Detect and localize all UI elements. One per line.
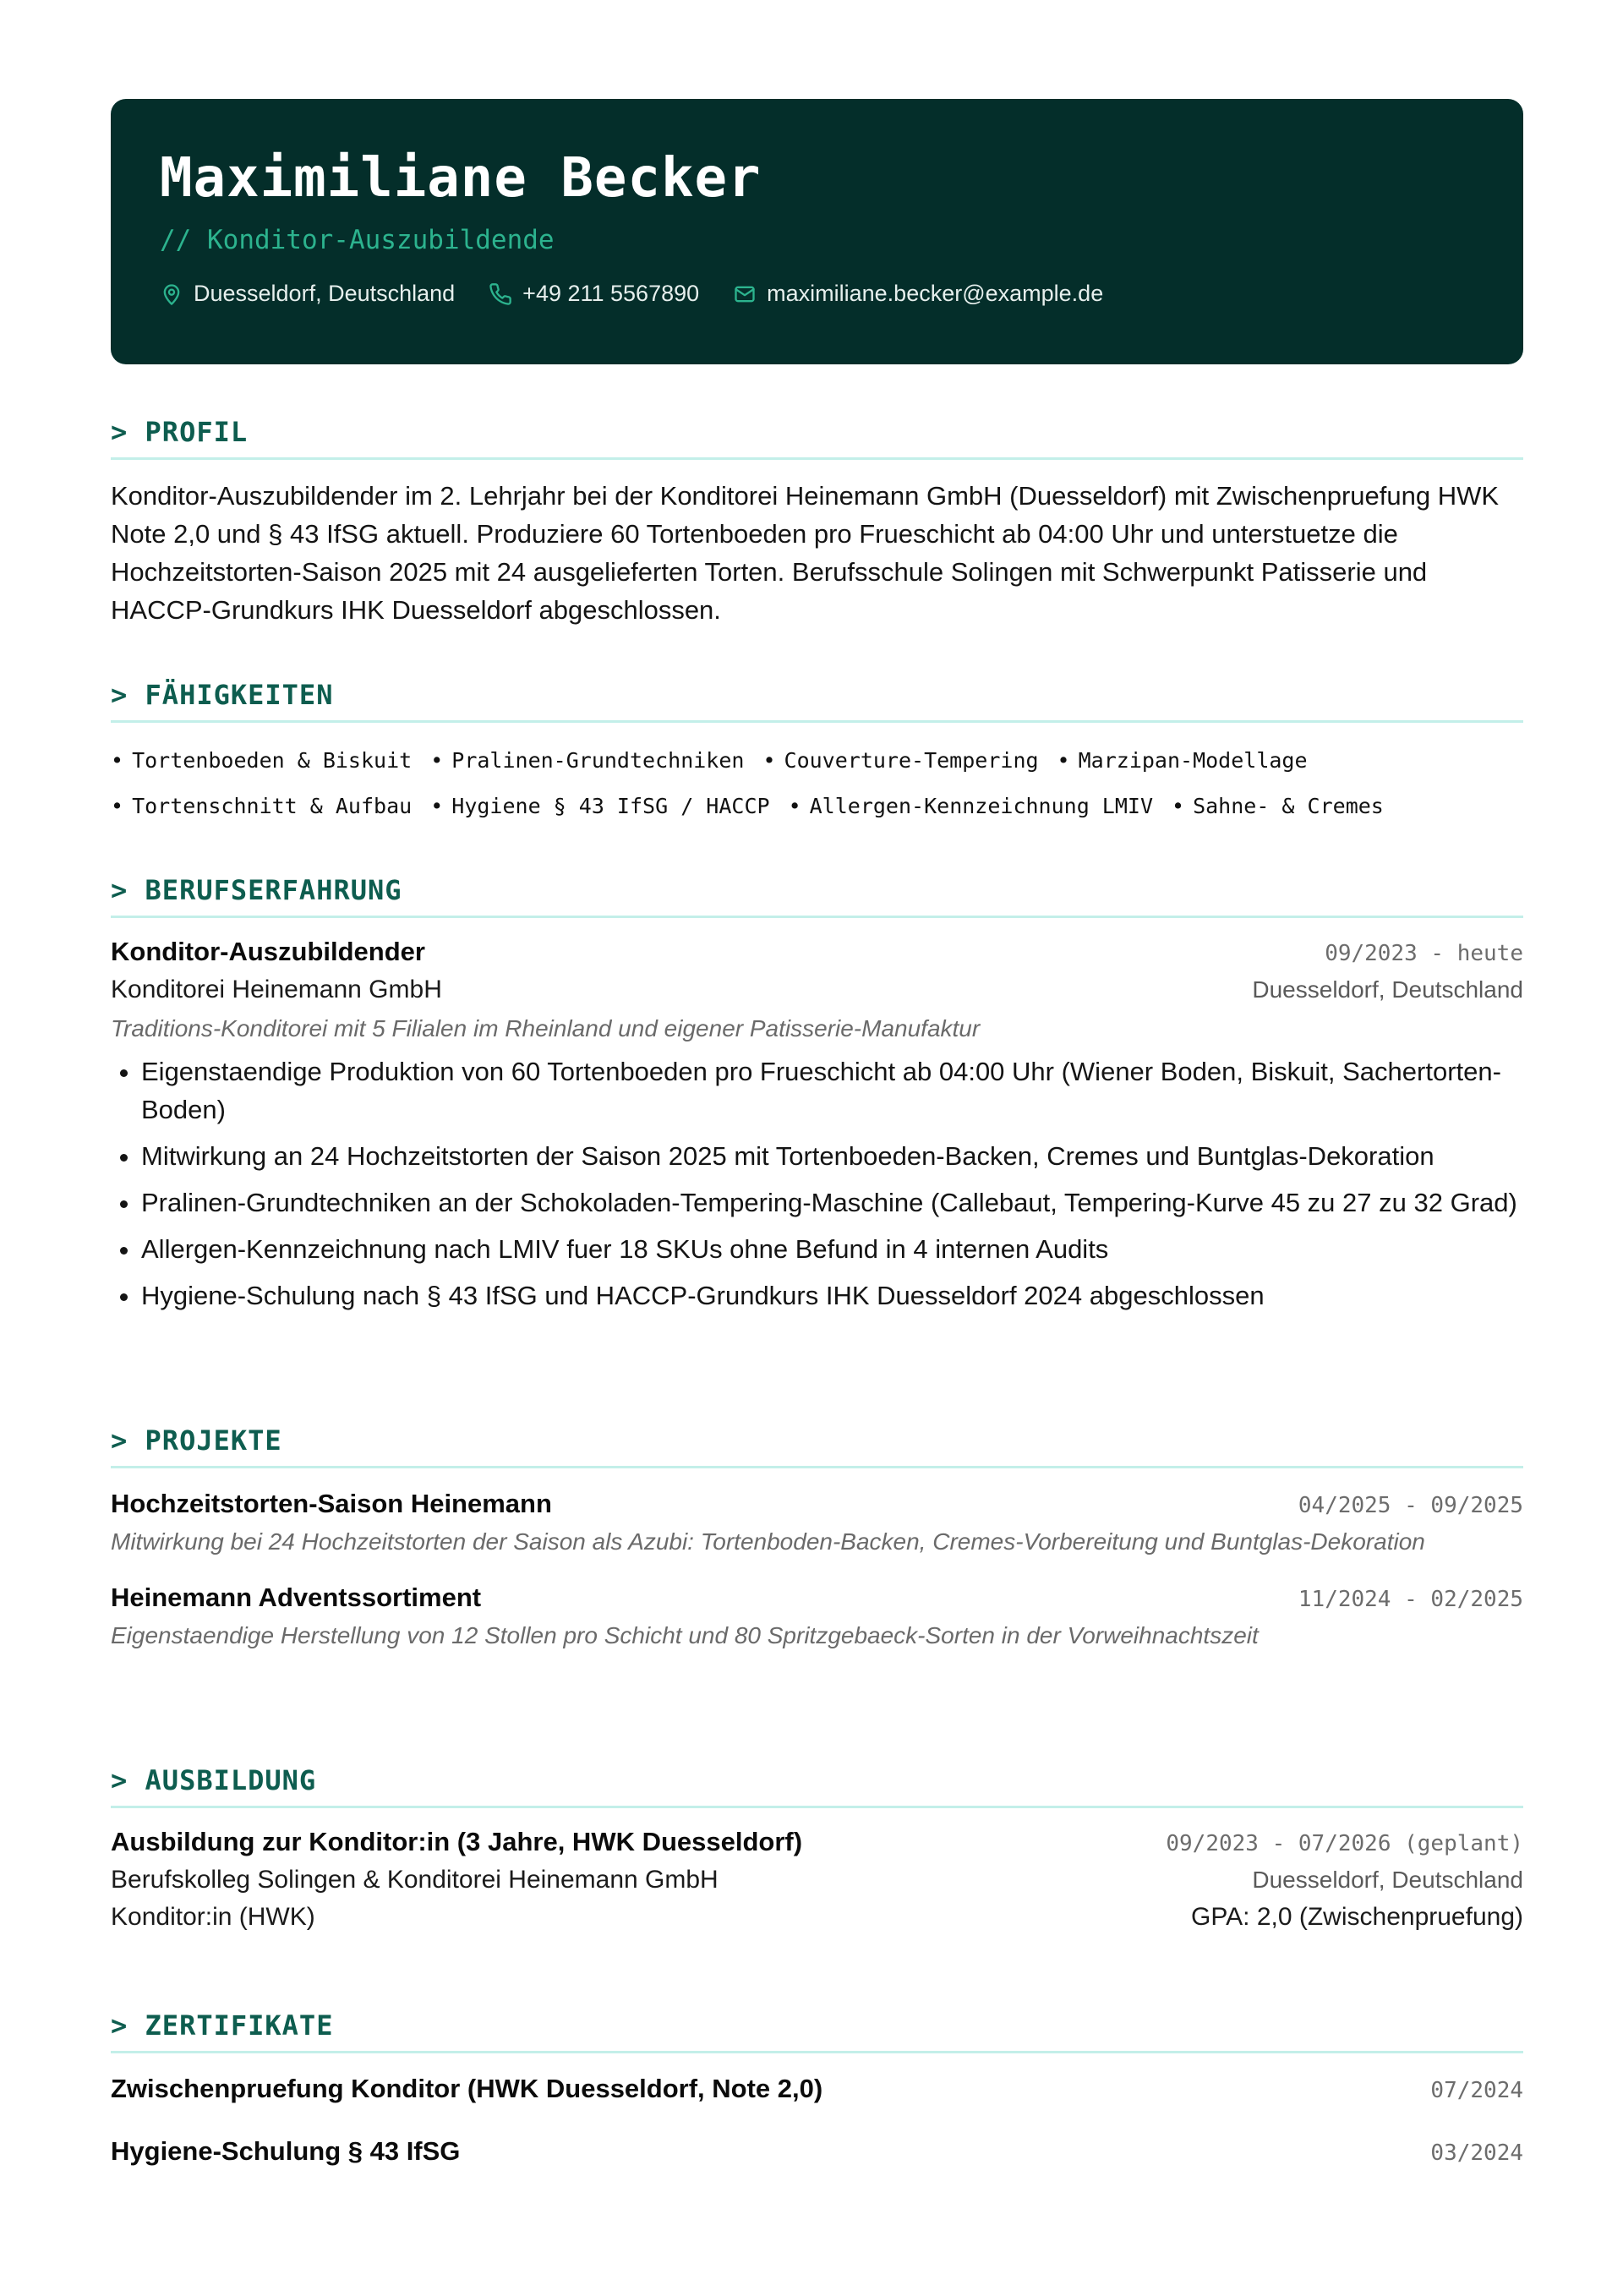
- certificate-date: 07/2024: [1430, 2078, 1523, 2103]
- certificate-name: Hygiene-Schulung § 43 IfSG: [111, 2136, 461, 2166]
- list-item: • Allergen-Kennzeichnung nach LMIV fuer 18 SKUs ohne Befund in 4 internen Audits: [141, 1230, 1523, 1268]
- skill-item: • Tortenschnitt & Aufbau: [111, 784, 412, 829]
- education-gpa: GPA: 2,0 (Zwischenpruefung): [1191, 1903, 1523, 1931]
- certificate-name: Zwischenpruefung Konditor (HWK Duesseldorf, Note 2,0): [111, 2074, 823, 2103]
- project-description: Mitwirkung bei 24 Hochzeitstorten der Saison als Azubi: Tortenboden-Backen, Cremes-Vorbereitung und Buntglas-Dekoration: [111, 1528, 1425, 1555]
- skills-heading: > FÄHIGKEITEN: [111, 681, 1523, 723]
- projects-section: [111, 1424, 1523, 1654]
- project-description: Eigenstaendige Herstellung von 12 Stollen pro Schicht und 80 Spritzgebaeck-Sorten in der Vorweihnachtszeit: [111, 1622, 1259, 1648]
- list-item: • Mitwirkung an 24 Hochzeitstorten der Saison 2025 mit Tortenboeden-Backen, Cremes und Buntglas-Dekoration: [141, 1137, 1523, 1175]
- mail-icon: [733, 282, 757, 306]
- experience-heading: > BERUFSERFAHRUNG: [111, 877, 1523, 918]
- skill-item: • Allergen-Kennzeichnung LMIV: [789, 784, 1153, 829]
- education-qualification: Konditor:in (HWK): [111, 1903, 315, 1931]
- certificates-section: [111, 2009, 1523, 2167]
- education-section: [111, 1764, 1523, 1932]
- certificate-row: [111, 2074, 1523, 2104]
- candidate-role: // Konditor-Auszubildende: [160, 225, 555, 255]
- certificate-date: 03/2024: [1430, 2140, 1523, 2166]
- project-dates: 11/2024 - 02/2025: [1298, 1587, 1523, 1612]
- profile-text: Konditor-Auszubildender im 2. Lehrjahr bei der Konditorei Heinemann GmbH (Duesseldorf) mit Zwischenpruefung HWK Note 2,0 und § 43 IfSG aktuell. Produziere 60 Tortenboeden pro Frueschicht ab 04:00 Uhr und unterstuetze die Hochzeitstorten-Saison 2025 mit 24 ausgelieferten Torten. Berufsschule Solingen mit Schwerpunkt Patisserie und HACCP-Grundkurs IHK Duesseldorf abgeschlossen.: [111, 481, 1500, 625]
- skill-item: • Tortenboeden & Biskuit: [111, 738, 412, 784]
- certificate-row: [111, 2136, 1523, 2167]
- project-name: Hochzeitstorten-Saison Heinemann: [111, 1489, 552, 1518]
- map-pin-icon: [160, 282, 183, 306]
- resume-header: [111, 99, 1523, 364]
- phone-text: +49 211 5567890: [522, 281, 700, 306]
- location-text: Duesseldorf, Deutschland: [194, 281, 456, 306]
- project-header: [111, 1583, 1523, 1613]
- skill-item: • Couverture-Tempering: [762, 738, 1038, 784]
- education-degree: Ausbildung zur Konditor:in (3 Jahre, HWK Duesseldorf): [111, 1827, 803, 1856]
- contact-location: [160, 281, 455, 307]
- job-header: [111, 937, 1523, 967]
- contact-row: [160, 281, 1474, 307]
- skill-item: • Hygiene § 43 IfSG / HACCP: [430, 784, 769, 829]
- job-dates: 09/2023 - heute: [1325, 941, 1523, 966]
- list-item: • Eigenstaendige Produktion von 60 Tortenboeden pro Frueschicht ab 04:00 Uhr (Wiener Boden, Biskuit, Sachertorten-Boden): [141, 1052, 1523, 1129]
- job-company: Konditorei Heinemann GmbH: [111, 976, 442, 1003]
- education-heading: > AUSBILDUNG: [111, 1767, 1523, 1808]
- education-dates: 09/2023 - 07/2026 (geplant): [1166, 1831, 1523, 1856]
- job-location: Duesseldorf, Deutschland: [1252, 976, 1523, 1003]
- candidate-name: Maximiliane Becker: [160, 147, 762, 210]
- job-bullets: [111, 1052, 1523, 1315]
- contact-phone[interactable]: [489, 281, 699, 307]
- project-name: Heinemann Adventssortiment: [111, 1583, 482, 1612]
- profile-section: [111, 418, 1523, 629]
- project-dates: 04/2025 - 09/2025: [1298, 1493, 1523, 1518]
- skills-row-2: [111, 784, 1523, 829]
- skills-list: [111, 738, 1523, 829]
- education-location: Duesseldorf, Deutschland: [1252, 1867, 1523, 1893]
- project-header: [111, 1489, 1523, 1519]
- education-school-row: [111, 1866, 1523, 1894]
- profile-heading: > PROFIL: [111, 418, 1523, 460]
- list-item: • Pralinen-Grundtechniken an der Schokoladen-Tempering-Maschine (Callebaut, Tempering-Kurve 45 zu 27 zu 32 Grad): [141, 1184, 1523, 1222]
- phone-icon: [489, 282, 512, 306]
- skill-item: • Pralinen-Grundtechniken: [430, 738, 744, 784]
- email-text: maximiliane.becker@example.de: [767, 281, 1104, 306]
- job-title: Konditor-Auszubildender: [111, 937, 425, 966]
- certificates-heading: > ZERTIFIKATE: [111, 2012, 1523, 2053]
- education-qualification-row: [111, 1903, 1523, 1932]
- skill-item: • Sahne- & Cremes: [1172, 784, 1384, 829]
- education-school: Berufskolleg Solingen & Konditorei Heinemann GmbH: [111, 1866, 719, 1894]
- experience-section: [111, 874, 1523, 1323]
- skills-row-1: [111, 738, 1523, 784]
- projects-heading: > PROJEKTE: [111, 1427, 1523, 1468]
- job-description: Traditions-Konditorei mit 5 Filialen im Rheinland und eigener Patisserie-Manufaktur: [111, 1015, 981, 1041]
- list-item: • Hygiene-Schulung nach § 43 IfSG und HACCP-Grundkurs IHK Duesseldorf 2024 abgeschlossen: [141, 1276, 1523, 1315]
- skill-item: • Marzipan-Modellage: [1057, 738, 1308, 784]
- skills-section: [111, 681, 1523, 829]
- contact-email[interactable]: [733, 281, 1103, 307]
- education-header: [111, 1827, 1523, 1857]
- job-company-row: [111, 976, 1523, 1004]
